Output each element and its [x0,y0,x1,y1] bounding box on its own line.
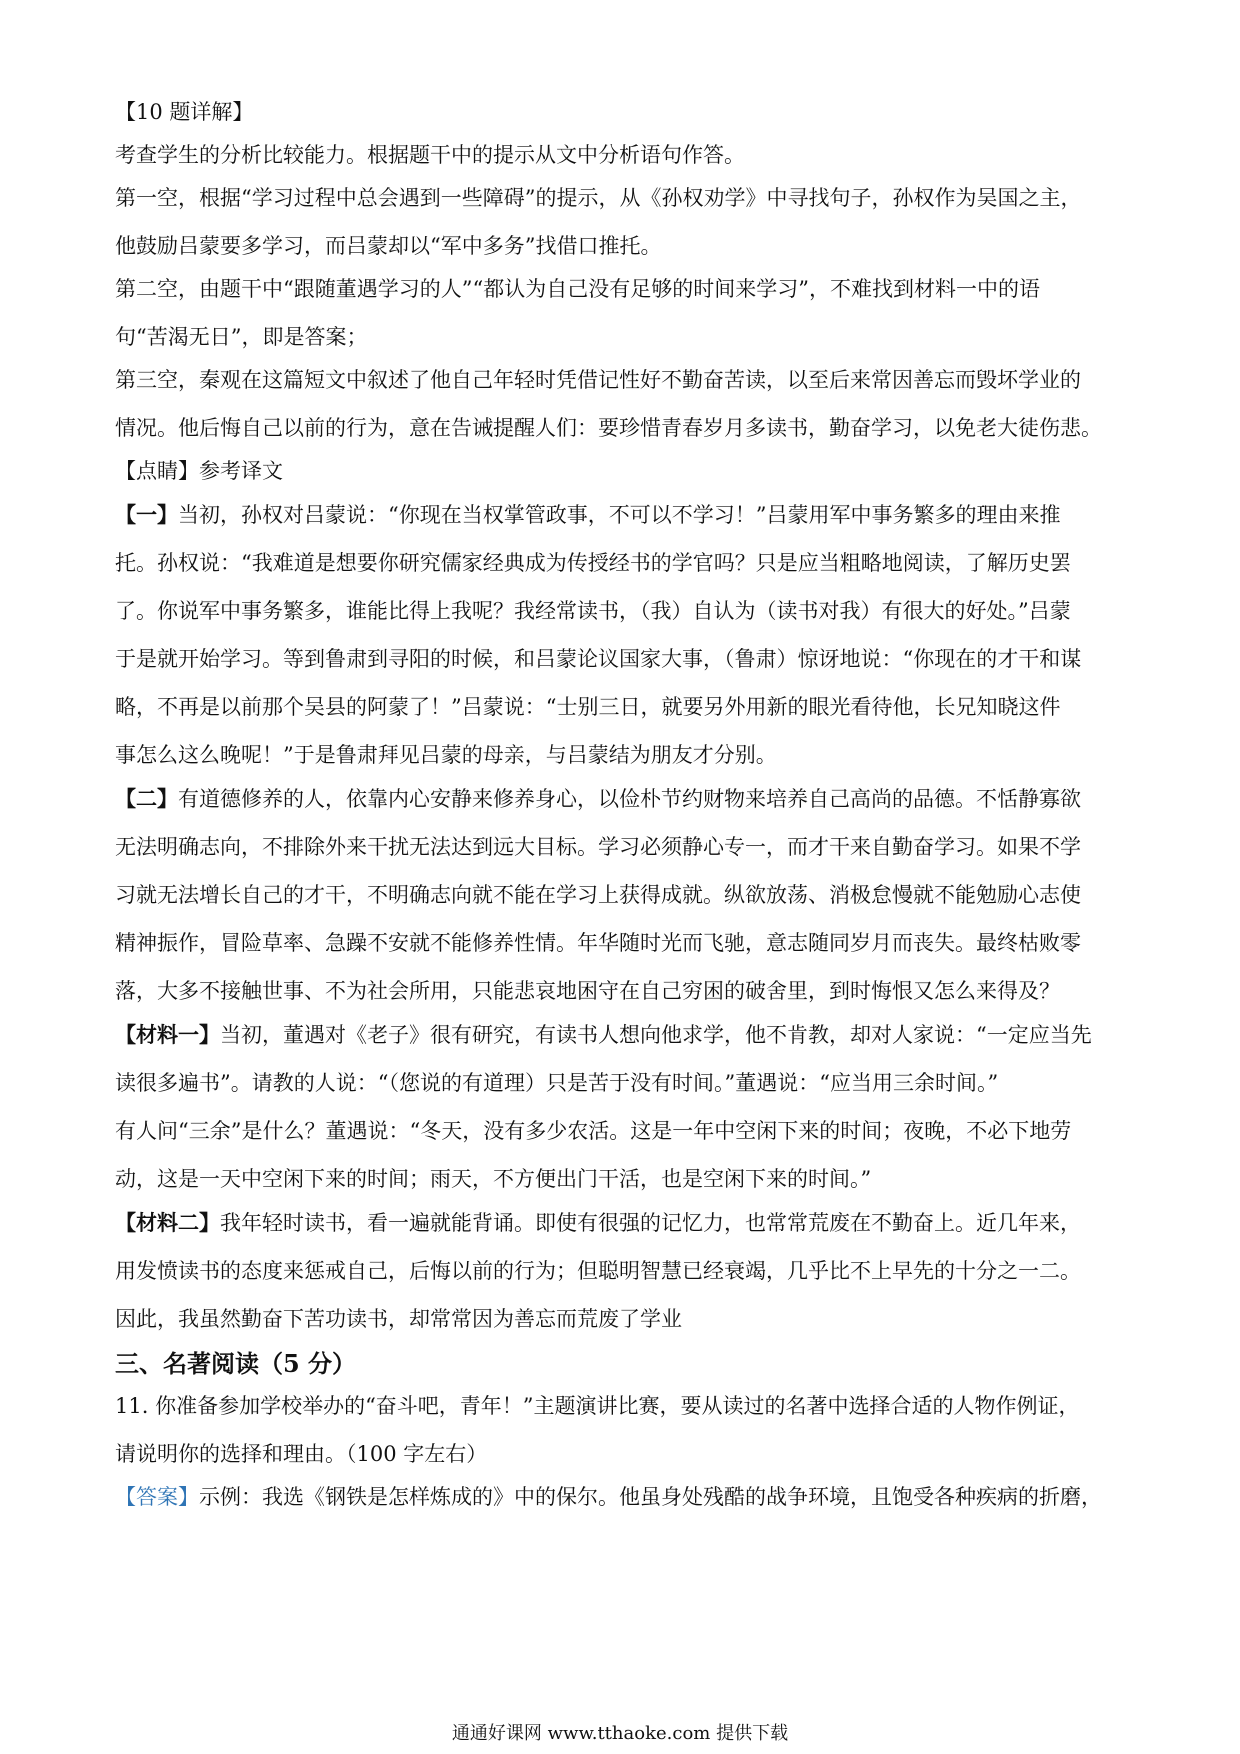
material-two-line: 因此，我虽然勤奋下苦功读书，却常常因为善忘而荒废了学业 [115,1307,682,1331]
translation-yi-line: 略，不再是以前那个吴县的阿蒙了！”吕蒙说：“士别三日，就要另外用新的眼光看待他，长兄知晓这件 [115,695,1061,719]
question-11-line: 11. 你准备参加学校举办的“奋斗吧，青年！”主题演讲比赛，要从读过的名著中选择合适的人物作例证， [115,1394,1080,1418]
material-one-text: 当初，董遇对《老子》很有研究，有读书人想向他求学，他不肯教，却对人家说：“一定应当先 [220,1023,1092,1047]
translation-er-line [115,784,1130,814]
q10-blank2 [115,275,1130,352]
q10-blank3-line: 第三空，秦观在这篇短文中叙述了他自己年轻时凭借记性好不勤奋苦读，以至后来常因善忘而毁坏学业的 [115,368,1081,392]
translation-er-line: 精神振作，冒险草率、急躁不安就不能修养性情。年华随时光而飞驰，意志随同岁月而丧失。最终枯败零 [115,931,1081,955]
material-two-tag: 【材料二】 [115,1210,220,1235]
material-one-line: 有人问“三余”是什么？董遇说：“冬天，没有多少农活。这是一年中空闲下来的时间；夜晚，不必下地劳 [115,1119,1072,1143]
translation-er-line: 落，大多不接触世事、不为社会所用，只能悲哀地困守在自己穷困的破舍里，到时悔恨又怎么来得及？ [115,979,1060,1003]
q10-intro: 考查学生的分析比较能力。根据题干中的提示从文中分析语句作答。 [115,143,745,167]
translation-er [115,784,1130,1006]
material-two-text: 我年轻时读书，看一遍就能背诵。即使有很强的记忆力，也常常荒废在不勤奋上。近几年来， [220,1211,1081,1235]
material-one-line: 动，这是一天中空闲下来的时间；雨天，不方便出门干活，也是空闲下来的时间。” [115,1167,872,1191]
translation-yi-line: 事怎么这么晚呢！”于是鲁肃拜见吕蒙的母亲，与吕蒙结为朋友才分别。 [115,743,777,767]
q10-blank2-line: 句“苦渴无日”，即是答案； [115,325,368,349]
material-one [115,1020,1130,1194]
q10-blank2-line: 第二空，由题干中“跟随董遇学习的人”“都认为自己没有足够的时间来学习”，不难找到材料一中的语 [115,277,1040,301]
q10-blank3-line: 情况。他后悔自己以前的行为，意在告诫提醒人们：要珍惜青春岁月多读书，勤奋学习，以免老大徒伤悲。 [115,416,1102,440]
material-two-line: 用发愤读书的态度来惩戒自己，后悔以前的行为；但聪明智慧已经衰竭，几乎比不上早先的十分之一二。 [115,1259,1081,1283]
question-11-line: 请说明你的选择和理由。（100 字左右） [115,1442,488,1466]
page-footer: 通通好课网 www.tthaoke.com 提供下载 [451,1723,789,1744]
translation-yi-line [115,500,1130,530]
translation-yi-tag: 【一】 [115,502,178,527]
dianjing-heading: 【点睛】参考译文 [115,459,283,483]
q10-blank1-line: 他鼓励吕蒙要多学习，而吕蒙却以“军中多务”找借口推托。 [115,234,662,258]
translation-er-line: 习就无法增长自己的才干，不明确志向就不能在学习上获得成就。纵欲放荡、消极怠慢就不能勉励心志使 [115,883,1081,907]
material-two [115,1208,1130,1334]
answer-text: 示例：我选《钢铁是怎样炼成的》中的保尔。他虽身处残酷的战争环境，且饱受各种疾病的折磨， [199,1485,1102,1509]
material-one-line [115,1020,1130,1050]
answer-line [115,1483,1130,1512]
q10-blank3 [115,366,1130,443]
translation-yi-text: 当初，孙权对吕蒙说：“你现在当权掌管政事，不可以不学习！”吕蒙用军中事务繁多的理由来推 [178,503,1061,527]
question-11 [115,1392,1130,1469]
translation-er-tag: 【二】 [115,786,178,811]
translation-er-line: 无法明确志向，不排除外来干扰无法达到远大目标。学习必须静心专一，而才干来自勤奋学习。如果不学 [115,835,1081,859]
q10-blank1-line: 第一空，根据“学习过程中总会遇到一些障碍”的提示，从《孙权劝学》中寻找句子，孙权作为吴国之主， [115,186,1082,210]
q10-heading: 【10 题详解】 [115,100,254,124]
document-page [115,98,1130,1512]
material-one-line: 读很多遍书”。请教的人说：“（您说的有道理）只是苦于没有时间。”董遇说：“应当用三余时间。” [115,1071,999,1095]
material-two-line [115,1208,1130,1238]
q10-blank1 [115,184,1130,261]
material-one-tag: 【材料一】 [115,1022,220,1047]
translation-er-text: 有道德修养的人，依靠内心安静来修养身心，以俭朴节约财物来培养自己高尚的品德。不恬静寡欲 [178,787,1081,811]
translation-yi-line: 托。孙权说：“我难道是想要你研究儒家经典成为传授经书的学官吗？只是应当粗略地阅读，了解历史罢 [115,551,1071,575]
translation-yi [115,500,1130,770]
translation-yi-line: 了。你说军中事务繁多，谁能比得上我呢？我经常读书，（我）自认为（读书对我）有很大的好处。”吕蒙 [115,599,1071,623]
section-title: 三、名著阅读（5 分） [115,1349,357,1378]
answer-tag: 【答案】 [115,1485,199,1509]
translation-yi-line: 于是就开始学习。等到鲁肃到寻阳的时候，和吕蒙论议国家大事，（鲁肃）惊讶地说：“你现在的才干和谋 [115,647,1082,671]
